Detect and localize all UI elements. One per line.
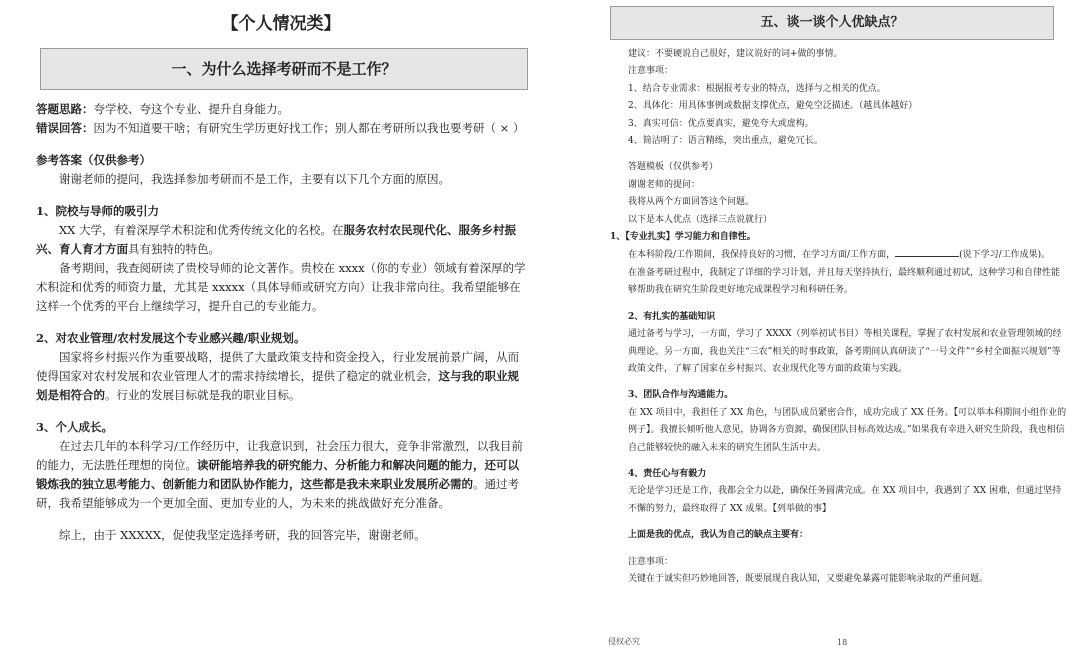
answer-idea <box>36 100 526 119</box>
advantage-4-paragraph: 无论是学习还是工作，我都会全力以赴，确保任务圆满完成。在 XX 项目中，我遇到了 XX 困难，但通过坚持不懈的努力，最终取得了 XX 成果。【列举做的事】 <box>628 486 1062 514</box>
summary-line: 上面是我的优点，我认为自己的缺点主要有： <box>628 530 809 541</box>
text-run: 综上，由于 XXXXX， <box>59 528 173 542</box>
point-1-heading: 1、院校与导师的吸引力 <box>36 204 160 218</box>
question-box: 一、为什么选择考研而不是工作？ <box>40 48 528 90</box>
right-page <box>590 0 1080 655</box>
text-run: 国家将乡村振兴作为重要战略，提供了大量政策支持和资金投入，行业发展前景广阔，从而使得国家对农村发展和农业管理人才的需求持续增长，提供了稳定的就业机会， <box>36 350 519 383</box>
advantage-2-paragraph: 通过备考与学习，一方面，学习了 XXXX（列举初试书目）等相关课程，掌握了农村发展和农业管理领域的经典理论。另一方面，我也关注“三农”相关的时事政策，备考期间认真研读了“一号文件”“乡村全面振兴规划”等政策文件，了解了国家在乡村振兴、农业现代化等方面的政策与实践。 <box>628 329 1062 374</box>
point-2-heading: 2、对农业管理/农村发展这个专业感兴趣/职业规划。 <box>36 331 306 345</box>
text-run: (说下学习/工作成果)。 <box>959 250 1051 261</box>
text-run: 。行业的发展目标就是我的职业目标。 <box>105 388 301 402</box>
point-3-heading: 3、个人成长。 <box>36 420 114 434</box>
advantage-3-heading: 3、团队合作与沟通能力。 <box>628 390 734 401</box>
point-2-paragraph <box>36 348 526 405</box>
page-number: 18 <box>837 638 848 647</box>
answer-idea-text: 夸学校、夸这个专业、提升自身能力。 <box>93 102 289 116</box>
text-run: 。通过考研，我希望能够成为一个更加全面、更加专业的人，为未来的挑战做好充分准备。 <box>36 477 519 510</box>
point-1-paragraph-2: 备考期间，我查阅研读了贵校导师的论文著作。贵校在 xxxx（你的专业）领域有着深厚的学术积淀和优秀的师资力量，尤其是 xxxxx（具体导师或研究方向）让我非常向往。我希望能够在这样一个优秀的平台上继续学习，提升自己的专业能力。 <box>36 261 526 313</box>
notes-2-label: 注意事项： <box>628 556 674 567</box>
template-line: 以下是本人优点（选择三点说就行） <box>628 214 773 225</box>
bold-run: 服务农村农民现代化、服务乡村振兴、 <box>36 223 517 256</box>
reference-heading: 参考答案（仅供参考） <box>36 153 151 167</box>
wrong-answer-text: 因为不知道要干啥；有研究生学历更好找工作；别人都在考研所以我也要考研（ × ） <box>93 121 525 135</box>
text-run: XX 大学，有着深厚学术积淀和优秀传统文化的名校。在 <box>59 223 344 237</box>
bold-run: 这与我的职业规划是相符合的 <box>36 369 519 402</box>
advantage-2-heading: 2、有扎实的基础知识 <box>628 311 716 322</box>
text-run: 在本科阶段/工作期间，我保持良好的习惯，在学习方面/工作方面， <box>628 250 896 261</box>
wrong-answer <box>36 119 526 138</box>
answer-idea-label: 答题思路： <box>36 102 94 116</box>
note-item: 4、简洁明了：语言精练，突出重点，避免冗长。 <box>628 136 823 147</box>
note-item: 3、真实可信：优点要真实，避免夸大或虚构。 <box>628 118 814 129</box>
text-run: 在过去几年的本科学习/工作经历中，让我意识到，社会压力很大，竞争非常激烈，以我目前的能力，无法胜任理想的岗位。 <box>36 439 523 472</box>
suggestion: 建议：不要硬说自己很好，建议说好的词+做的事情。 <box>628 49 843 59</box>
note-item: 2、具体化：用具体事例或数据支撑优点，避免空泛描述。（越具体越好） <box>628 101 918 112</box>
point-1-paragraph-1 <box>36 221 526 259</box>
notes-2-text: 关键在于诚实但巧妙地回答，既要展现自我认知，又要避免暴露可能影响录取的严重问题。 <box>628 573 989 584</box>
reference-intro: 谢谢老师的提问，我选择参加考研而不是工作，主要有以下几个方面的原因。 <box>59 172 450 186</box>
advantage-1-paragraph-1 <box>610 246 1068 264</box>
question-box: 五、谈一谈个人优缺点？ <box>610 6 1054 40</box>
template-label: 答题模板（仅供参考） <box>628 162 719 173</box>
bold-run: 育人育才方面 <box>59 242 128 256</box>
advantage-1-heading: 1、【专业扎实】学习能力和自律性。 <box>610 232 756 243</box>
footer-copyright: 侵权必究 <box>608 637 640 646</box>
advantage-4-heading: 4、责任心与有毅力 <box>628 468 707 479</box>
fill-blank <box>895 246 959 257</box>
notes-label: 注意事项： <box>628 66 674 77</box>
text-run: 具有独特的特色。 <box>128 242 220 256</box>
point-3-paragraph <box>36 437 526 513</box>
conclusion <box>36 526 526 545</box>
advantage-1-paragraph-2: 在准备考研过程中，我制定了详细的学习计划，并且每天坚持执行，最终顺利通过初试，这种学习和自律性能够帮助我在研究生阶段更好地完成课程学习和科研任务。 <box>628 267 1061 296</box>
section-title: 【个人情况类】 <box>221 14 341 34</box>
template-line: 谢谢老师的提问： <box>628 179 701 190</box>
bold-run: 读研能培养我的研究能力、分析能力和解决问题的能力，还可以锻炼我的独立思考能力、创新能力和团队协作能力，这些都是我未来职业发展所必需的 <box>36 458 519 491</box>
wrong-answer-label: 错误回答： <box>36 121 94 135</box>
note-item: 1、结合专业需求：根据报考专业的特点，选择与之相关的优点。 <box>628 83 886 94</box>
text-run: 促使我坚定选择考研，我的回答完毕，谢谢老师。 <box>172 528 426 542</box>
template-line: 我将从两个方面回答这个问题。 <box>628 197 755 208</box>
advantage-3-paragraph: 在 XX 项目中，我担任了 XX 角色，与团队成员紧密合作，成功完成了 XX 任务。【可以举本科期间小组作业的例子】。我擅长倾听他人意见，协调各方资源，确保团队目标高效达成。”如果我有幸进入研究生阶段，我也相信自己能够较快的融入未来的研究生团队生活中去。 <box>628 407 1067 453</box>
